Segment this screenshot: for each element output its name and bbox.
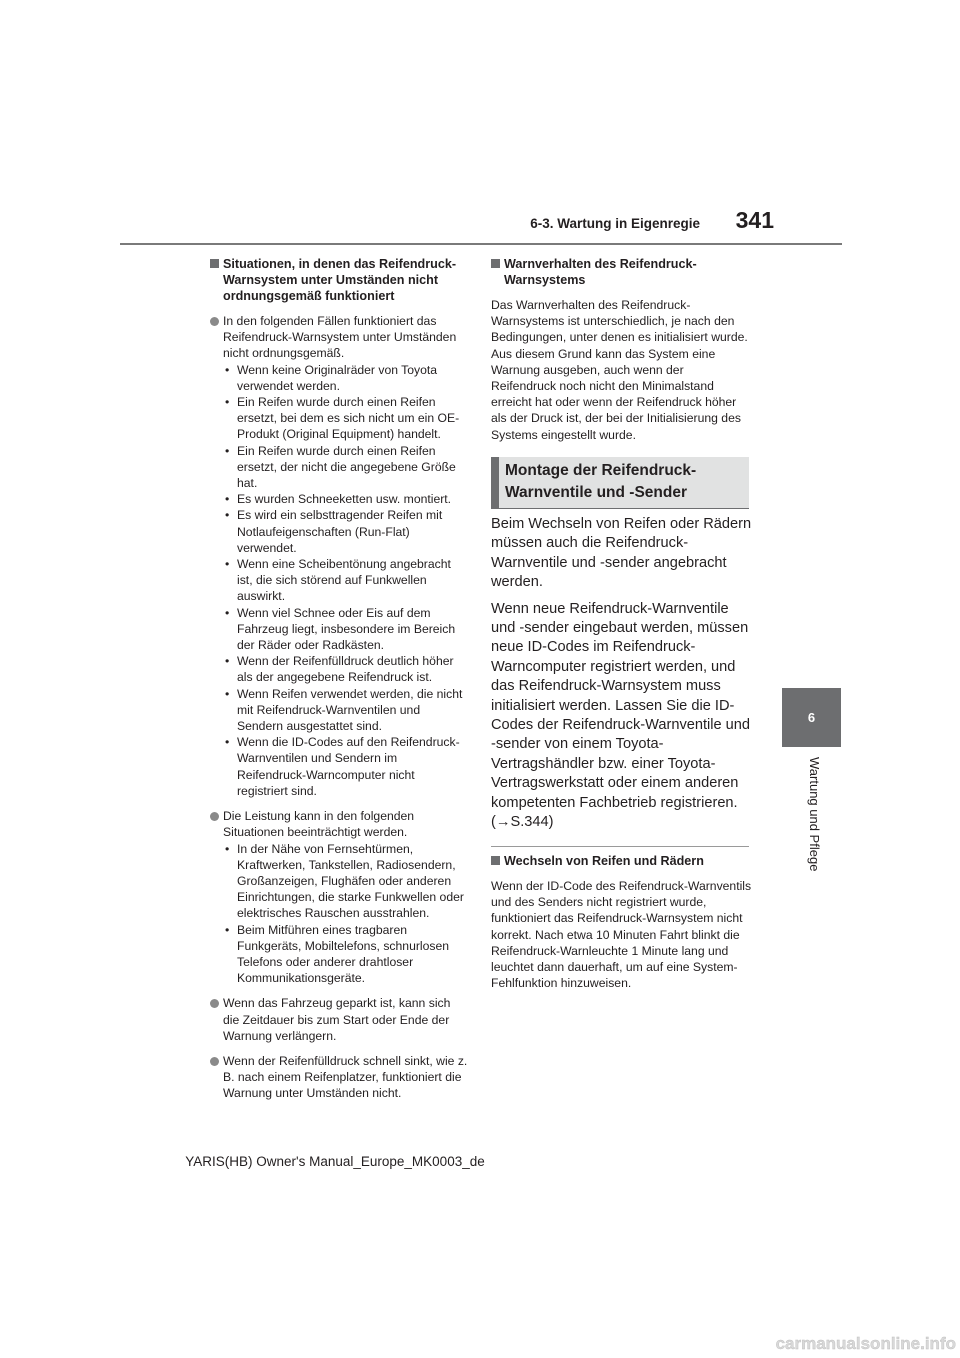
left-para-4: Wenn der Reifenfülldruck schnell sinkt, wie z. B. nach einem Reifenplatzer, funktioniert die Warnung unter Umständen nicht. [210, 1053, 468, 1102]
side-tab-title: Wartung und Pflege [807, 757, 822, 872]
footer-manual-id: YARIS(HB) Owner's Manual_Europe_MK0003_de [185, 1154, 485, 1169]
right-heading-2: Wechseln von Reifen und Rädern [491, 853, 753, 869]
list-item: • Es wurden Schneeketten usw. montiert. [223, 491, 468, 507]
section-body [491, 515, 753, 840]
heading-accent-bar [491, 457, 499, 508]
page-number: 341 [735, 207, 774, 233]
list-item: • Wenn viel Schnee oder Eis auf dem Fahrzeug liegt, insbesondere im Bereich der Räder oder Radkästen. [223, 605, 468, 654]
list-item: • Wenn der Reifenfülldruck deutlich höher als der angegebene Reifendruck ist. [223, 653, 468, 685]
list-item: • Es wird ein selbsttragender Reifen mit Notlaufeigenschaften (Run-Flat) verwendet. [223, 507, 468, 556]
separator-rule [491, 846, 749, 847]
left-para-3: Wenn das Fahrzeug geparkt ist, kann sich die Zeitdauer bis zum Start oder Ende der Warnung verlängern. [210, 995, 468, 1044]
side-tab-number: 6 [782, 688, 841, 747]
right-column-top [491, 256, 749, 452]
list-item: • Beim Mitführen eines tragbaren Funkgeräts, Mobiltelefons, schnurlosen Telefons oder anderer drahtloser Kommunikationsgeräte. [223, 922, 468, 987]
left-column [210, 256, 468, 1111]
square-bullet-icon [210, 259, 219, 268]
list-item: • Ein Reifen wurde durch einen Reifen ersetzt, der nicht die angegebene Größe hat. [223, 443, 468, 492]
right-text: Das Warnverhalten des Reifendruck-Warnsystems ist unterschiedlich, je nach den Bedingungen, unter denen es initialisiert wurde. Aus diesem Grund kann das System eine Warnung ausgeben, auch wenn der Reifendruck noch nicht den Minimalstand erreicht hat oder wenn der Reifendruck höher als der Druck ist, der bei der Initialisierung des Systems eingestellt wurde. [491, 298, 748, 442]
header-section-title: 6-3. Wartung in Eigenregie [530, 216, 700, 231]
watermark-text: carmanualsonline.info [775, 1334, 956, 1353]
circle-bullet-icon [210, 317, 219, 326]
list-item: • Wenn eine Scheibentönung angebracht ist, die sich störend auf Funkwellen auswirkt. [223, 556, 468, 605]
bullet-list-1 [223, 362, 468, 799]
list-item: • Wenn keine Originalräder von Toyota verwendet werden. [223, 362, 468, 394]
list-item: • Ein Reifen wurde durch einen Reifen ersetzt, bei dem es sich nicht um ein OE-Produkt (Original Equipment) handelt. [223, 394, 468, 443]
header-rule [120, 243, 842, 245]
right-heading: Warnverhalten des Reifendruck-Warnsystems [491, 256, 749, 288]
bullet-list-2 [223, 841, 468, 987]
circle-bullet-icon [210, 999, 219, 1008]
left-para-1: In den folgenden Fällen funktioniert das Reifendruck-Warnsystem unter Umständen nicht ordnungsgemäß. • Wenn keine Originalräder von Toyota verwendet werden. • Ein Reifen wurde durch einen Reifen ersetzt, bei dem es sich nicht um ein OE-Produkt (Original Equipment) handelt. • Ein Reifen wurde durch einen Reifen ersetzt, der nicht die angegebene Größe hat. • Es wurden Schneeketten usw. montiert. • Es wird ein selbsttragender Reifen mit Notlaufeigenschaften (Run-Flat) verwendet. • Wenn eine Scheibentönung angebracht ist, die sich störend auf Funkwellen auswirkt. • Wenn viel Schnee oder Eis auf dem Fahrzeug liegt, insbesondere im Bereich der Räder oder Radkästen. • Wenn der Reifenfülldruck deutlich höher als der angegebene Reifendruck ist. • Wenn Reifen verwendet werden, die nicht mit Reifendruck-Warnventilen und Sendern ausgestattet sind. • Wenn die ID-Codes auf den Reifendruck-Warnventilen und Sendern im Reifendruck-Warncomputer nicht registriert sind. [210, 313, 468, 799]
section-para-2: Wenn neue Reifendruck-Warnventile und -sender eingebaut werden, müssen neue ID-Codes im Reifendruck-Warncomputer registriert werden, und das Reifendruck-Warnsystem muss initialisiert werden. Lassen Sie die ID-Codes der Reifendruck-Warnventile und -sender von einem Toyota-Vertragshändler bzw. einer Toyota-Vertragswerkstatt oder einem anderen kompetenten Fachbetrieb registrieren. (→S.344) [491, 600, 751, 831]
list-item: • Wenn Reifen verwendet werden, die nicht mit Reifendruck-Warnventilen und Sendern ausgestattet sind. [223, 686, 468, 735]
right-text-2: Wenn der ID-Code des Reifendruck-Warnventils und des Senders nicht registriert wurde, funktioniert das Reifendruck-Warnsystem nicht korrekt. Nach etwa 10 Minuten Fahrt blinkt die Reifendruck-Warnleuchte 1 Minute lang und leuchtet dann dauerhaft, um auf eine System-Fehlfunktion hinzuweisen. [491, 879, 752, 991]
square-bullet-icon [491, 856, 500, 865]
page-reference: (→S.344) [491, 814, 554, 831]
right-column-bottom [491, 853, 753, 1000]
watermark-logo [760, 1319, 960, 1358]
left-para-2: Die Leistung kann in den folgenden Situationen beeinträchtigt werden. • In der Nähe von Fernsehtürmen, Kraftwerken, Tankstellen, Radiosendern, Großanzeigen, Flughäfen oder anderen Einrichtungen, die starke Funkwellen oder elektrisches Rauschen ausstrahlen. • Beim Mitführen eines tragbaren Funkgeräts, Mobiltelefons, schnurlosen Telefons oder anderer drahtloser Kommunikationsgeräte. [210, 808, 468, 986]
list-item: • In der Nähe von Fernsehtürmen, Kraftwerken, Tankstellen, Radiosendern, Großanzeigen, Flughäfen oder anderen Einrichtungen, die starke Funkwellen oder elektrisches Rauschen ausstrahlen. [223, 841, 468, 922]
circle-bullet-icon [210, 1057, 219, 1066]
section-heading: Montage der Reifendruck- Warnventile und -Sender [505, 462, 697, 501]
section-heading-rule [491, 508, 749, 509]
square-bullet-icon [491, 259, 500, 268]
list-item: • Wenn die ID-Codes auf den Reifendruck-Warnventilen und Sendern im Reifendruck-Warncomputer nicht registriert sind. [223, 734, 468, 799]
circle-bullet-icon [210, 812, 219, 821]
section-para-1: Beim Wechseln von Reifen oder Rädern müssen auch die Reifendruck-Warnventile und -sender angebracht werden. [491, 516, 752, 591]
section-heading-box [491, 457, 749, 508]
left-heading: Situationen, in denen das Reifendruck-Warnsystem unter Umständen nicht ordnungsgemäß funktioniert [210, 256, 468, 304]
